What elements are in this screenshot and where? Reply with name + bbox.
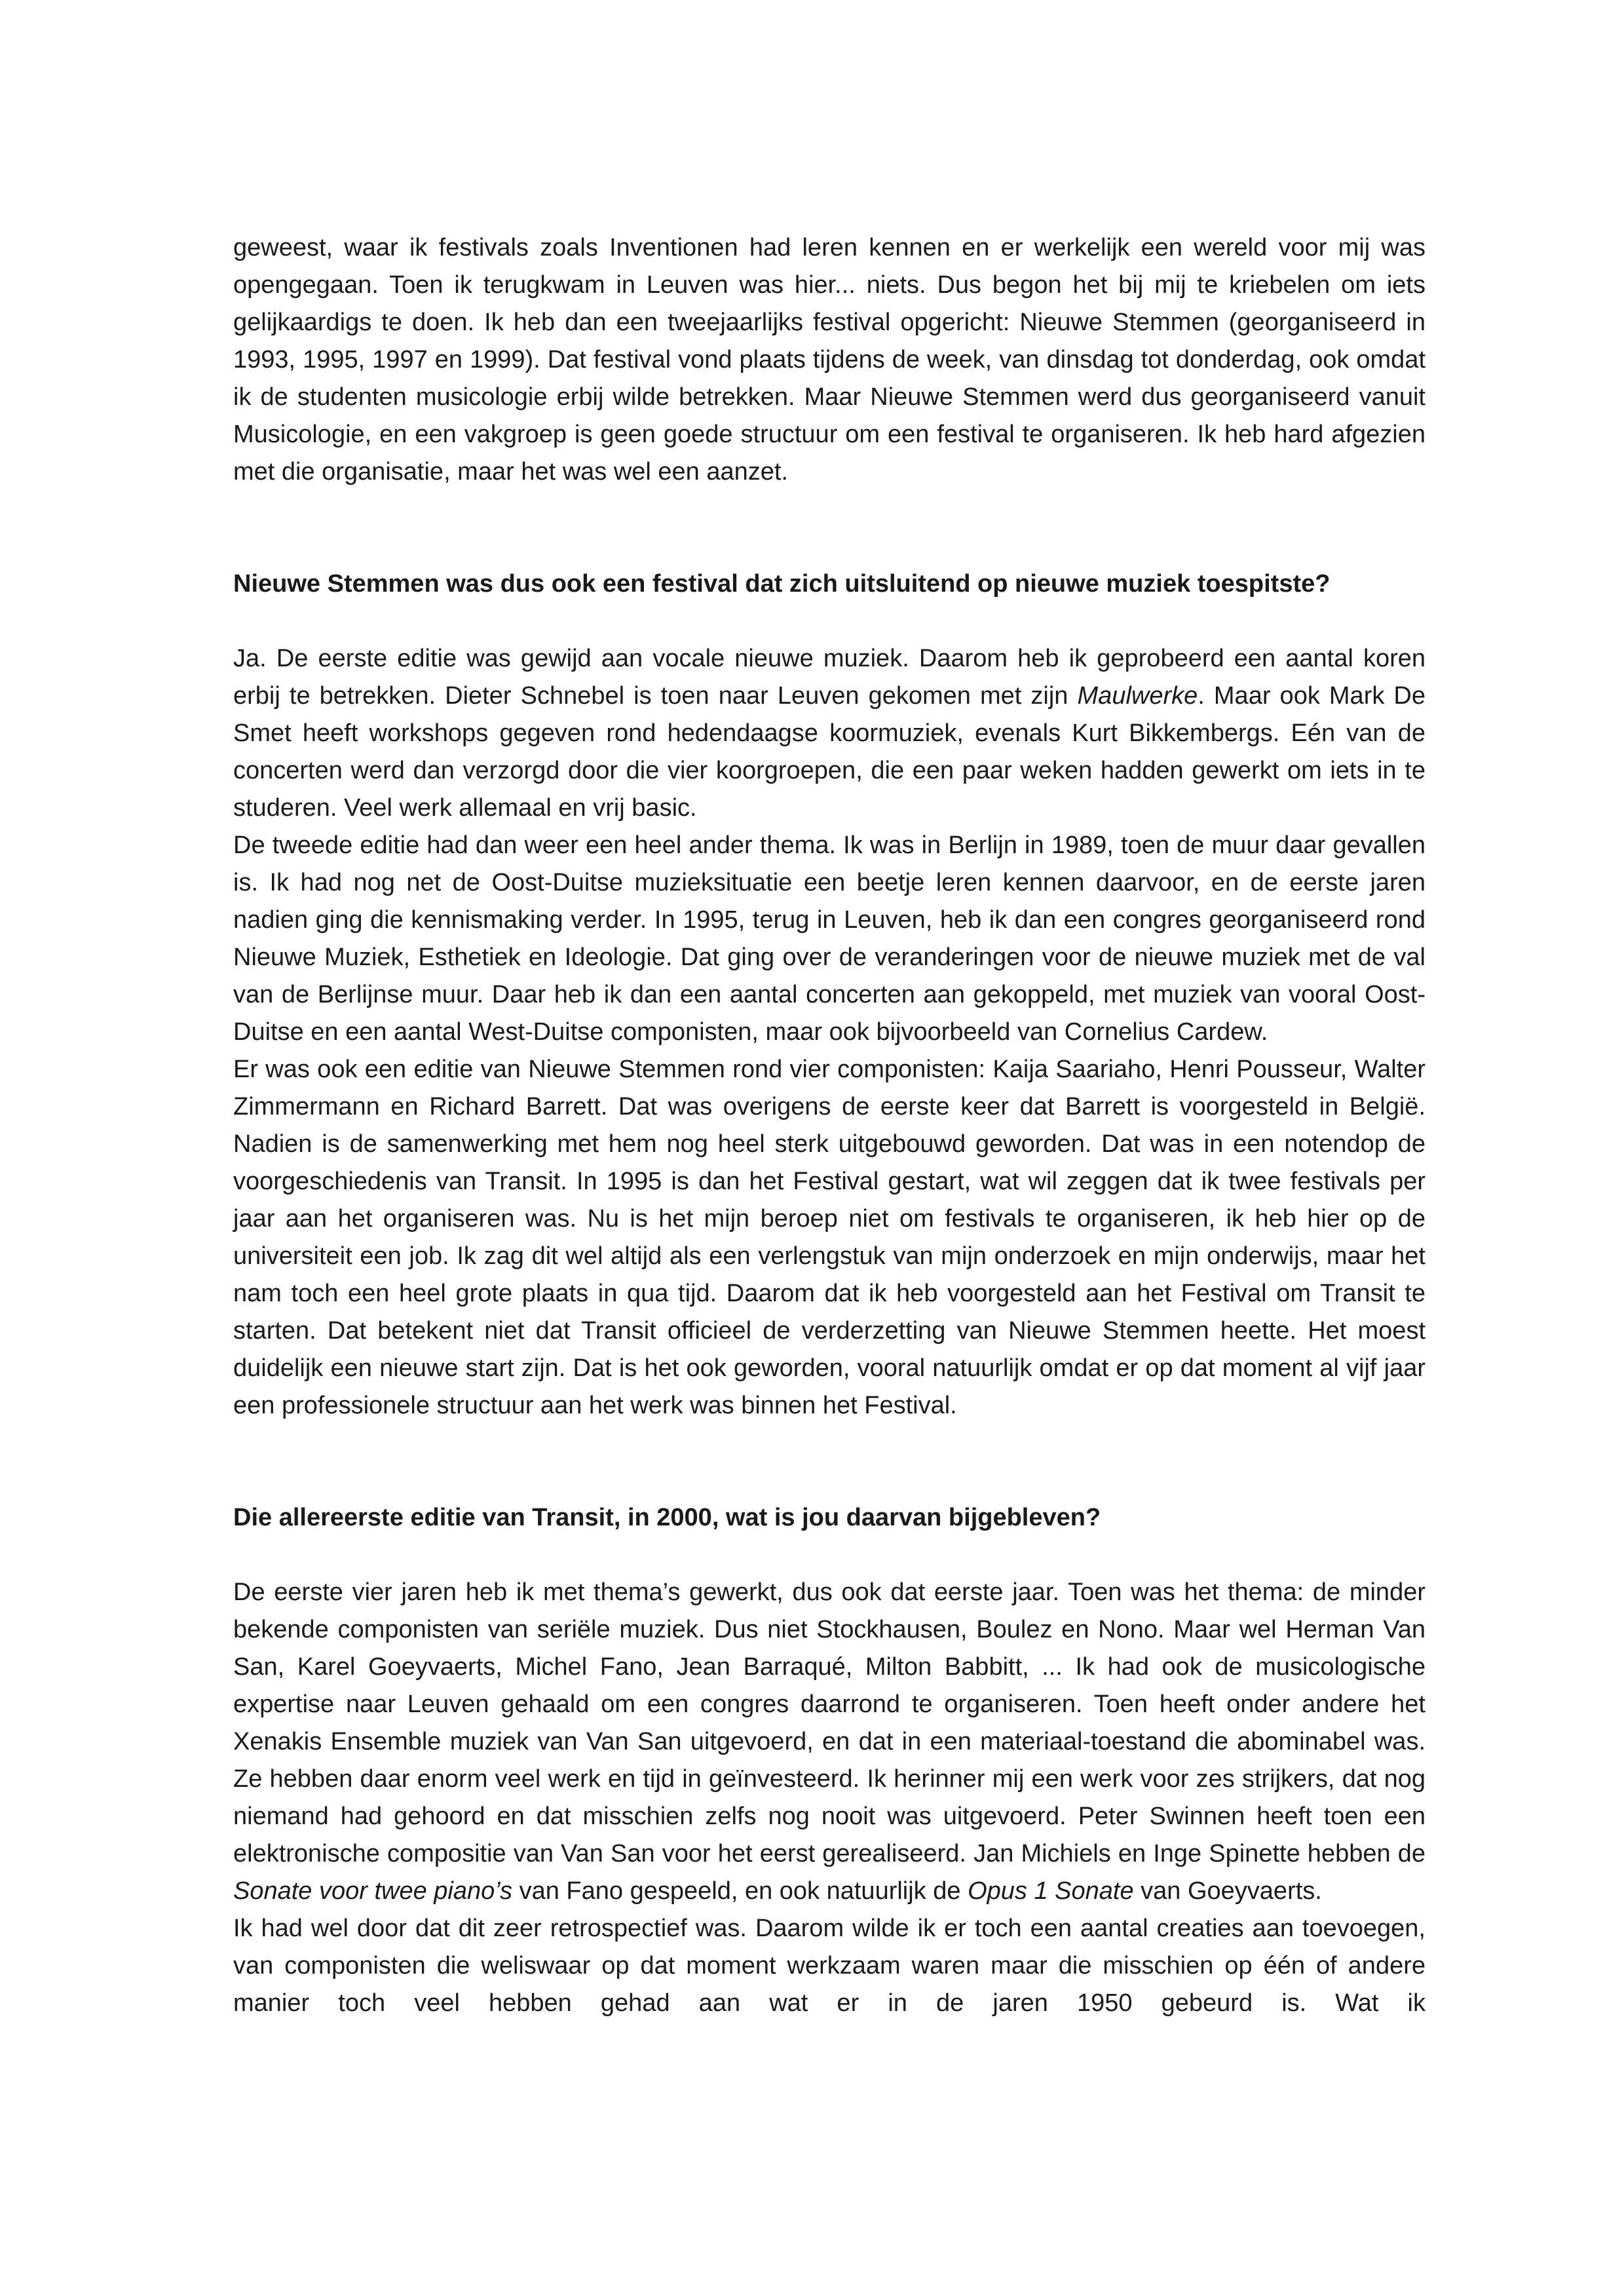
answer-text: van Goeyvaerts. [1133, 1877, 1322, 1905]
spacer [233, 491, 1426, 565]
answer-text: . Maar ook Mark De Smet heeft workshops gegeven rond hedendaagse koormuziek, evenals Kurt Bikkembergs. Eén van de concerten werd dan verzorgd door die vier koorgroepen, die een paar weken hadden gewerkt om iets in te studeren. Veel werk allemaal en vrij basic. [233, 682, 1426, 822]
answer-text: De eerste vier jaren heb ik met thema’s gewerkt, dus ook dat eerste jaar. Toen was het thema: de minder bekende componisten van seriële muziek. Dus niet Stockhausen, Boulez en Nono. Maar wel Herman Van San, Karel Goeyvaerts, Michel Fano, Jean Barraqué, Milton Babbitt, ... Ik had ook de musicologische expertise naar Leuven gehaald om een congres daarrond te organiseren. Toen heeft onder andere het Xenakis Ensemble muziek van Van San uitgevoerd, en dat in een materiaal-toestand die abominabel was. Ze hebben daar enorm veel werk en tijd in geïnvesteerd. Ik herinner mij een werk voor zes strijkers, dat nog niemand had gehoord en dat misschien zelfs nog nooit was uitgevoerd. Peter Swinnen heeft toen een elektronische compositie van Van San voor het eerst gerealiseerd. Jan Michiels en Inge Spinette hebben de [233, 1578, 1426, 1867]
answer-paragraph: Er was ook een editie van Nieuwe Stemmen rond vier componisten: Kaija Saariaho, Henri Pousseur, Walter Zimmermann en Richard Barrett. Dat was overigens de eerste keer dat Barrett is voorgesteld in België. Nadien is de samenwerking met hem nog heel sterk uitgebouwd geworden. Dat was in een notendop de voorgeschiedenis van Transit. In 1995 is dan het Festival gestart, wat wil zeggen dat ik twee festivals per jaar aan het organiseren was. Nu is het mijn beroep niet om festivals te organiseren, ik heb hier op de universiteit een job. Ik zag dit wel altijd als een verlengstuk van mijn onderzoek en mijn onderwijs, maar het nam toch een heel grote plaats in qua tijd. Daarom dat ik heb voorgesteld aan het Festival om Transit te starten. Dat betekent niet dat Transit officieel de verderzetting van Nieuwe Stemmen heette. Het moest duidelijk een nieuwe start zijn. Dat is het ook geworden, vooral natuurlijk omdat er op dat moment al vijf jaar een professionele structuur aan het werk was binnen het Festival. [233, 1056, 1426, 1419]
spacer [233, 603, 1426, 640]
answer-paragraph [233, 1574, 1426, 1910]
work-title: Sonate voor twee piano’s [233, 1877, 513, 1905]
question-heading: Nieuwe Stemmen was dus ook een festival dat zich uitsluitend op nieuwe muziek toespitste? [233, 570, 1331, 598]
work-title: Opus 1 Sonate [968, 1877, 1134, 1905]
answer-paragraph [233, 640, 1426, 827]
answer-text: Ja. De eerste editie was gewijd aan vocale nieuwe muziek. Daarom heb ik geprobeerd een aantal koren erbij te betrekken. Dieter Schnebel is toen naar Leuven gekomen met zijn [233, 645, 1426, 710]
work-title: Maulwerke [1077, 682, 1198, 710]
answer-paragraph: De tweede editie had dan weer een heel ander thema. Ik was in Berlijn in 1989, toen de muur daar gevallen is. Ik had nog net de Oost-Duitse muzieksituatie een beetje leren kennen daarvoor, en de eerste jaren nadien ging die kennismaking verder. In 1995, terug in Leuven, heb ik dan een congres georganiseerd rond Nieuwe Muziek, Esthetiek en Ideologie. Dat ging over de veranderingen voor de nieuwe muziek met de val van de Berlijnse muur. Daar heb ik dan een aantal concerten aan gekoppeld, met muziek van vooral Oost-Duitse en een aantal West-Duitse componisten, maar ook bijvoorbeeld van Cornelius Cardew. [233, 832, 1426, 1046]
document-page [233, 229, 1426, 2022]
spacer [233, 1425, 1426, 1499]
question-heading: Die allereerste editie van Transit, in 2000, wat is jou daarvan bijgebleven? [233, 1504, 1101, 1531]
answer-text: van Fano gespeeld, en ook natuurlijk de [512, 1877, 968, 1905]
paragraph-intro: geweest, waar ik festivals zoals Inventionen had leren kennen en er werkelijk een wereld voor mij was opengegaan. Toen ik terugkwam in Leuven was hier... niets. Dus begon het bij mij te kriebelen om iets gelijkaardigs te doen. Ik heb dan een tweejaarlijks festival opgericht: Nieuwe Stemmen (georganiseerd in 1993, 1995, 1997 en 1999). Dat festival vond plaats tijdens de week, van dinsdag tot donderdag, ook omdat ik de studenten musicologie erbij wilde betrekken. Maar Nieuwe Stemmen werd dus georganiseerd vanuit Musicologie, en een vakgroep is geen goede structuur om een festival te organiseren. Ik heb hard afgezien met die organisatie, maar het was wel een aanzet. [233, 234, 1426, 486]
spacer [233, 1537, 1426, 1574]
answer-paragraph: Ik had wel door dat dit zeer retrospectief was. Daarom wilde ik er toch een aantal creaties aan toevoegen, van componisten die weliswaar op dat moment werkzaam waren maar die misschien op één of andere manier toch veel hebben gehad aan wat er in de jaren 1950 gebeurd is. Wat ik [233, 1915, 1426, 2017]
